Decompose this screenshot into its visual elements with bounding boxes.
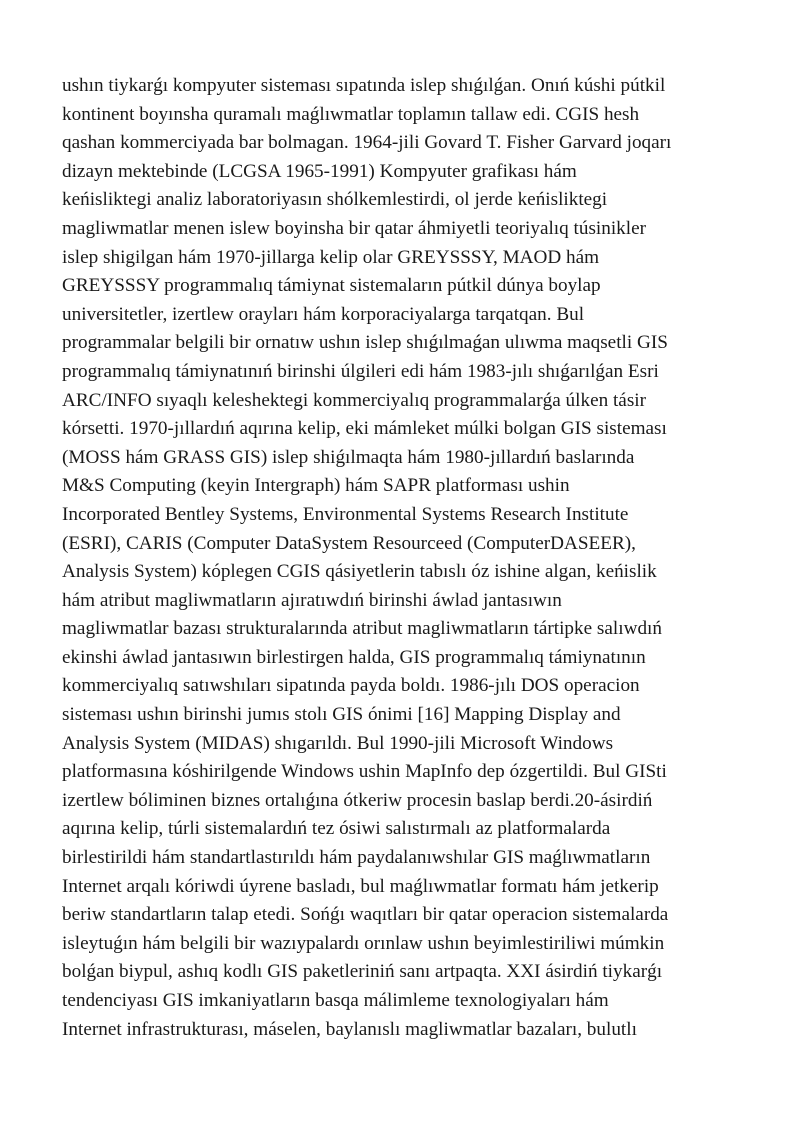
text-line: sisteması ushın birinshi jumıs stolı GIS ónimi [16] Mapping Display and: [62, 704, 621, 726]
text-line: (MOSS hám GRASS GIS) islep shiǵılmaqta hám 1980-jıllardıń baslarında: [62, 446, 635, 468]
text-line: Internet arqalı kóriwdi úyrene basladı, bul maǵlıwmatlar formatı hám jetkerip: [62, 875, 659, 897]
text-line: M&S Computing (keyin Intergraph) hám SAPR platforması ushin: [62, 475, 570, 497]
text-line: Incorporated Bentley Systems, Environmental Systems Research Institute: [62, 503, 629, 525]
text-line: birlestirildi hám standartlastırıldı hám paydalanıwshılar GIS maǵlıwmatların: [62, 847, 651, 869]
text-line: bolǵan biypul, ashıq kodlı GIS paketleriniń sanı artpaqta. XXI ásirdiń tiykarǵı: [62, 961, 663, 983]
text-line: programmalar belgili bir ornatıw ushın islep shıǵılmaǵan ulıwma maqsetli GIS: [62, 332, 668, 354]
text-line: Analysis System) kóplegen CGIS qásiyetlerin tabıslı óz ishine algan, keńislik: [62, 561, 657, 583]
text-line: Internet infrastrukturası, máselen, baylanıslı magliwmatlar bazaları, bulutlı: [62, 1018, 637, 1040]
body-paragraph: [62, 72, 752, 1044]
text-line: keńisliktegi analiz laboratoriyasın shólkemlestirdi, ol jerde keńisliktegi: [62, 189, 608, 211]
text-line: kommerciyalıq satıwshıları sipatında payda boldı. 1986-jılı DOS operacion: [62, 675, 640, 697]
text-line: kontinent boyınsha quramalı maǵlıwmatlar toplamın tallaw edi. CGIS hesh: [62, 103, 640, 125]
text-line: hám atribut magliwmatların ajıratıwdıń birinshi áwlad jantasıwın: [62, 589, 562, 611]
text-line: magliwmatlar bazası strukturalarında atribut magliwmatların tártipke salıwdıń: [62, 618, 662, 640]
text-line: izertlew bóliminen biznes ortalıǵına ótkeriw procesin baslap berdi.20-ásirdiń: [62, 789, 653, 811]
text-line: ekinshi áwlad jantasıwın birlestirgen halda, GIS programmalıq támiynatının: [62, 646, 646, 668]
text-line: aqırına kelip, túrli sistemalardıń tez ósiwi salıstırmalı az platformalarda: [62, 818, 611, 840]
text-line: (ESRI), CARIS (Computer DataSystem Resourceed (ComputerDASEER),: [62, 532, 636, 554]
text-line: GREYSSSY programmalıq támiynat sistemaların pútkil dúnya boylap: [62, 275, 601, 297]
text-line: dizayn mektebinde (LCGSA 1965-1991) Kompyuter grafikası hám: [62, 160, 577, 182]
text-line: programmalıq támiynatınıń birinshi úlgileri edi hám 1983-jılı shıǵarılǵan Esri: [62, 360, 659, 382]
text-line: magliwmatlar menen islew boyinsha bir qatar áhmiyetli teoriyalıq túsinikler: [62, 217, 647, 239]
text-line: ushın tiykarǵı kompyuter sisteması sıpatında islep shıǵılǵan. Onıń kúshi pútkil: [62, 75, 666, 96]
text-line: platformasına kóshirilgende Windows ushin MapInfo dep ózgertildi. Bul GISti: [62, 761, 667, 783]
text-line: qashan kommerciyada bar bolmagan. 1964-jili Govard T. Fisher Garvard joqarı: [62, 132, 672, 154]
text-line: ARC/INFO sıyaqlı keleshektegi kommerciyalıq programmalarǵa úlken tásir: [62, 389, 647, 411]
text-line: tendenciyası GIS imkaniyatların basqa málimleme texnologiyaları hám: [62, 990, 609, 1011]
text-line: Analysis System (MIDAS) shıgarıldı. Bul 1990-jili Microsoft Windows: [62, 732, 614, 754]
text-line: islep shigilgan hám 1970-jillarga kelip olar GREYSSSY, MAOD hám: [62, 246, 600, 268]
text-line: beriw standartların talap etedi. Sońǵı waqıtları bir qatar operacion sistemalarda: [62, 904, 669, 926]
text-line: isleytuǵın hám belgili bir wazıypalardı orınlaw ushın beyimlestiriliwi múmkin: [62, 932, 665, 954]
text-line: universitetler, izertlew orayları hám korporaciyalarga tarqatqan. Bul: [62, 303, 585, 325]
text-line: kórsetti. 1970-jıllardıń aqırına kelip, eki mámleket múlki bolgan GIS sisteması: [62, 418, 667, 440]
